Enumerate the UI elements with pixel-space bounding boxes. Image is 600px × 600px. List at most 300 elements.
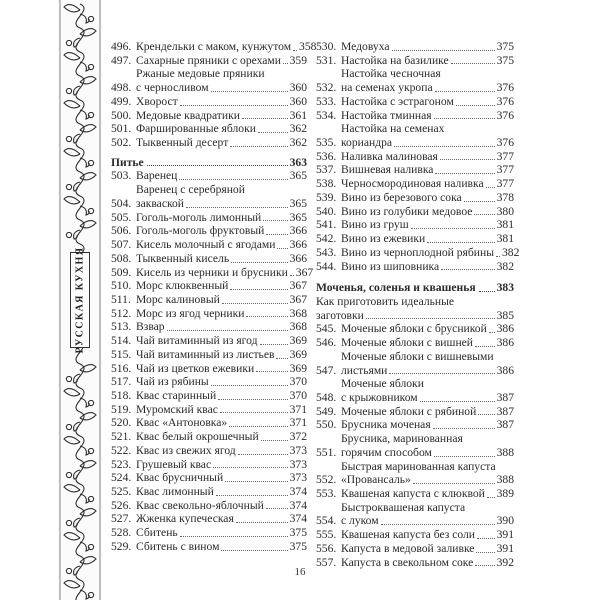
toc-entry[interactable]	[111, 122, 307, 136]
toc-entry[interactable]	[111, 403, 307, 417]
entry-body	[341, 95, 514, 109]
toc-entry[interactable]	[111, 95, 307, 109]
entry-page: 376	[496, 94, 514, 108]
entry-number: 498.	[111, 81, 132, 95]
leader-dots	[266, 234, 287, 235]
entry-page: 365	[289, 210, 307, 224]
entry-title-row	[136, 293, 307, 307]
toc-entry[interactable]	[111, 485, 307, 499]
entry-title-row	[136, 266, 313, 280]
leader-dots	[290, 275, 294, 276]
toc-entry[interactable]	[111, 293, 307, 307]
entry-number: 534.	[316, 108, 337, 122]
leader-dots	[167, 330, 288, 331]
entry-page: 360	[289, 94, 307, 108]
entry-body	[341, 377, 514, 404]
entry-number: 550.	[316, 418, 337, 432]
entry-page: 374	[289, 512, 307, 526]
toc-entry[interactable]	[316, 322, 514, 336]
toc-entry[interactable]	[316, 542, 514, 556]
entry-number: 503.	[111, 169, 132, 183]
entry-title: с луком	[341, 514, 379, 528]
entry-title: Гоголь-моголь фруктовый	[136, 224, 265, 238]
entry-body	[136, 458, 307, 472]
leader-dots	[216, 495, 288, 496]
leader-dots	[276, 358, 287, 359]
entry-body	[136, 499, 307, 513]
toc-entry[interactable]	[111, 526, 307, 540]
entry-body	[136, 526, 307, 540]
entry-title: Кисель молочный с ягодами	[136, 238, 276, 252]
toc-entry[interactable]	[111, 499, 307, 513]
entry-number: 555.	[316, 528, 337, 542]
entry-number: 513.	[111, 320, 132, 334]
toc-entry[interactable]	[316, 528, 514, 542]
entry-title-row	[341, 473, 514, 487]
entry-body	[136, 109, 307, 123]
entry-page: 382	[496, 259, 514, 273]
toc-entry[interactable]	[316, 40, 514, 54]
entry-number: 521.	[111, 430, 132, 444]
leader-dots	[186, 207, 288, 208]
toc-entry[interactable]	[316, 67, 514, 94]
toc-entry[interactable]	[111, 136, 307, 150]
toc-right-column	[316, 40, 520, 569]
toc-entry[interactable]	[316, 95, 514, 109]
leader-dots	[411, 228, 495, 229]
entry-number: 523.	[111, 457, 132, 471]
entry-body	[136, 279, 307, 293]
entry-title: Чай витаминный из листьев	[136, 347, 275, 361]
entry-body	[341, 322, 514, 336]
entry-body	[341, 460, 514, 487]
entry-number: 496.	[111, 40, 132, 53]
entry-number: 556.	[316, 541, 337, 555]
entry-title-row	[341, 514, 514, 528]
entry-body	[341, 528, 514, 542]
entry-page: 371	[289, 402, 307, 416]
leader-dots	[230, 146, 287, 147]
leader-dots	[293, 50, 297, 51]
entry-title-row	[136, 540, 307, 554]
entry-page: 375	[289, 526, 307, 540]
intro-line-2[interactable]	[316, 309, 514, 323]
toc-entry[interactable]	[111, 279, 307, 293]
entry-title: Вино из груш	[341, 218, 409, 232]
entry-title-row	[341, 150, 514, 164]
entry-page: 359	[289, 53, 307, 67]
leader-dots	[231, 262, 287, 263]
entry-body	[136, 334, 307, 348]
toc-entry[interactable]	[316, 150, 514, 164]
leader-dots	[435, 173, 494, 174]
entry-title-row	[341, 54, 514, 68]
leader-dots	[381, 524, 495, 525]
entry-title: Брусника моченая	[341, 418, 431, 432]
entry-number: 502.	[111, 136, 132, 150]
left-entries-group-a	[111, 40, 317, 150]
toc-entry[interactable]	[111, 512, 307, 526]
entry-title-row	[136, 334, 307, 348]
entry-body	[341, 260, 514, 274]
entry-number: 508.	[111, 251, 132, 265]
entry-page: 373	[289, 471, 307, 485]
entry-number: 539.	[316, 190, 337, 204]
entry-title: Квас старинный	[136, 388, 217, 402]
entry-page: 378	[496, 190, 514, 204]
entry-page: 368	[289, 306, 307, 320]
leader-dots	[476, 552, 494, 553]
entry-page: 375	[496, 40, 514, 53]
entry-page: 374	[289, 498, 307, 512]
entry-title: Тыквенный десерт	[136, 136, 229, 150]
entry-title-row	[136, 320, 307, 334]
entry-page: 371	[289, 416, 307, 430]
leader-dots	[434, 456, 495, 457]
entry-page: 388	[496, 473, 514, 487]
entry-title-row	[136, 279, 307, 293]
entry-title: Чай из рябины	[136, 375, 209, 389]
leader-dots	[266, 508, 288, 509]
section-page: 363	[289, 155, 307, 169]
entry-number: 516.	[111, 361, 132, 375]
intro-page: 385	[496, 308, 514, 322]
toc-entry[interactable]	[316, 177, 514, 191]
toc-entry[interactable]	[316, 245, 520, 260]
leader-dots	[211, 385, 288, 386]
entry-title-row	[341, 205, 514, 219]
entry-title-row	[341, 418, 514, 432]
toc-entry[interactable]	[111, 183, 307, 210]
entry-title-row	[341, 232, 514, 246]
leader-dots	[242, 118, 288, 119]
entry-body	[136, 266, 313, 280]
toc-entry[interactable]	[111, 444, 307, 458]
entry-number: 497.	[111, 53, 132, 67]
entry-body	[136, 375, 307, 389]
entry-title: Медовые квадратики	[136, 108, 240, 122]
entry-title: с черносливом	[136, 81, 209, 95]
entry-number: 549.	[316, 404, 337, 418]
section-heading-pickles[interactable]	[316, 281, 514, 295]
toc-entry[interactable]	[316, 460, 514, 487]
entry-body	[341, 336, 514, 350]
toc-entry[interactable]	[111, 40, 317, 54]
toc-entry[interactable]	[316, 163, 514, 177]
toc-entry[interactable]	[111, 252, 307, 266]
toc-entry[interactable]	[316, 432, 514, 459]
entry-number: 499.	[111, 94, 132, 108]
entry-number: 546.	[316, 336, 337, 350]
entry-page: 387	[496, 418, 514, 432]
toc-entry[interactable]	[111, 458, 307, 472]
entry-number: 536.	[316, 149, 337, 163]
leader-dots	[222, 303, 288, 304]
entry-number: 529.	[111, 539, 132, 553]
entry-title-line: Брусника, маринованная	[341, 432, 463, 446]
toc-entry[interactable]	[111, 334, 307, 348]
entry-page: 375	[289, 539, 307, 553]
toc-entry[interactable]	[111, 211, 307, 225]
entry-title-line: Моченые яблоки с вишневыми	[341, 349, 494, 363]
entry-page: 382	[501, 245, 520, 259]
entry-body	[136, 348, 307, 362]
toc-entry[interactable]	[316, 191, 514, 205]
toc-entry[interactable]	[316, 109, 514, 123]
entry-title: Вино из шиповника	[341, 259, 440, 273]
toc-entry[interactable]	[316, 501, 514, 528]
entry-title-row	[136, 109, 307, 123]
entry-title: Сахарные пряники с орехами	[136, 53, 281, 67]
entry-page: 389	[496, 487, 514, 500]
entry-body	[136, 95, 307, 109]
entry-title: с крыжовником	[341, 390, 418, 404]
leader-dots	[451, 63, 495, 64]
leader-dots	[260, 344, 288, 345]
entry-title: Моченые яблоки с вишней	[341, 336, 473, 350]
toc-entry[interactable]	[316, 122, 514, 149]
entry-title: Квашеная капуста без соли	[341, 528, 475, 542]
entry-body	[136, 416, 307, 430]
entry-page: 386	[496, 322, 514, 336]
entry-title: Жженка купеческая	[136, 512, 234, 526]
section-heading-drinks[interactable]	[111, 156, 307, 170]
toc-entry[interactable]	[111, 389, 307, 403]
leader-dots	[179, 179, 287, 180]
leader-dots	[263, 220, 287, 221]
entry-body	[136, 211, 307, 225]
entry-title: Настойка на базилике	[341, 53, 449, 67]
intro-line-1[interactable]: Как приготовить идеальные	[316, 294, 455, 308]
entry-title: Сбитень	[136, 526, 178, 540]
entry-number: 505.	[111, 210, 132, 224]
entry-body	[136, 224, 307, 238]
entry-title: Грушевый квас	[136, 457, 212, 471]
right-entries-group-b	[316, 322, 514, 569]
entry-title-row	[341, 528, 514, 542]
leader-dots	[258, 132, 288, 133]
entry-number: 512.	[111, 306, 132, 320]
entry-title: Квас белый окрошечный	[136, 430, 259, 444]
entry-body	[341, 418, 514, 432]
entry-page: 365	[289, 169, 307, 183]
entry-title-row	[341, 177, 514, 191]
leader-dots	[283, 63, 288, 64]
entry-number: 509.	[111, 265, 132, 279]
entry-body	[136, 238, 307, 252]
entry-body	[341, 205, 514, 219]
leader-dots	[475, 346, 495, 347]
entry-page: 377	[496, 177, 514, 191]
leader-dots	[213, 467, 288, 468]
toc-entry[interactable]	[111, 471, 307, 485]
leader-dots	[489, 332, 495, 333]
leader-dots	[394, 146, 495, 147]
entry-title: Варенец	[136, 169, 178, 183]
entry-body	[136, 122, 307, 136]
entry-title-row	[136, 197, 307, 211]
toc-entry[interactable]	[111, 348, 307, 362]
entry-title-line: Быстроквашеная капуста	[341, 500, 466, 514]
entry-body	[136, 444, 307, 458]
toc-entry[interactable]	[111, 320, 307, 334]
toc-entry[interactable]	[316, 336, 514, 350]
entry-title-row	[136, 416, 307, 430]
entry-page: 369	[289, 347, 307, 361]
entry-body	[136, 183, 307, 210]
entry-title-row	[341, 260, 514, 274]
toc-entry[interactable]	[111, 238, 307, 252]
entry-title-row	[341, 487, 514, 501]
entry-page: 367	[289, 292, 307, 306]
entry-title: Настойка с эстрагоном	[341, 94, 454, 108]
leader-dots	[180, 105, 288, 106]
entry-body	[341, 501, 514, 528]
entry-number: 510.	[111, 279, 132, 293]
section-page: 383	[496, 281, 514, 295]
entry-number: 501.	[111, 122, 132, 136]
entry-title: Вино из ежевики	[341, 232, 426, 246]
entry-page: 360	[289, 81, 307, 95]
toc-entry[interactable]	[111, 540, 307, 554]
toc-entry[interactable]	[316, 232, 514, 246]
entry-title: Капуста в медовой заливке	[341, 541, 475, 555]
entry-page: 373	[289, 443, 307, 457]
toc-entry[interactable]	[111, 54, 307, 68]
toc-entry[interactable]	[111, 109, 307, 123]
toc-entry[interactable]	[111, 430, 307, 444]
toc-entry[interactable]	[316, 260, 514, 274]
toc-entry[interactable]	[316, 377, 514, 404]
toc-entry[interactable]	[316, 218, 514, 232]
entry-page: 376	[496, 81, 514, 95]
entry-number: 530.	[316, 40, 337, 53]
toc-entry[interactable]	[111, 224, 307, 238]
toc-entry[interactable]	[111, 265, 314, 280]
toc-entry[interactable]	[111, 362, 307, 376]
entry-body	[136, 136, 307, 150]
entry-title-row	[136, 458, 307, 472]
leader-dots	[477, 538, 495, 539]
entry-title-row	[341, 109, 514, 123]
entry-body	[341, 542, 514, 556]
entry-number: 537.	[316, 163, 337, 177]
toc-entry[interactable]	[316, 405, 514, 419]
entry-title: Чай из цветков ежевики	[136, 361, 255, 375]
leader-dots	[487, 497, 495, 498]
entry-body	[136, 54, 307, 68]
entry-title: Гоголь-моголь лимонный	[136, 210, 262, 224]
entry-title-row	[136, 389, 307, 403]
entry-title-row	[136, 252, 307, 266]
entry-number: 533.	[316, 94, 337, 108]
entry-body	[341, 163, 514, 177]
entry-page: 391	[496, 528, 514, 542]
entry-title: Кисель из черники и брусники	[136, 265, 288, 279]
toc-entry[interactable]	[316, 350, 514, 377]
entry-number: 528.	[111, 526, 132, 540]
leader-dots	[225, 481, 287, 482]
entry-title-row	[136, 471, 307, 485]
leader-dots	[180, 536, 288, 537]
toc-entry[interactable]	[111, 375, 307, 389]
entry-number: 553.	[316, 487, 337, 500]
entry-page: 368	[289, 320, 307, 334]
leader-dots	[218, 399, 287, 400]
entry-body	[341, 109, 514, 123]
entry-body	[341, 487, 514, 501]
entry-number: 531.	[316, 53, 337, 67]
entry-body	[136, 320, 307, 334]
toc-entry[interactable]	[316, 205, 514, 219]
entry-title: Морс калиновый	[136, 292, 220, 306]
entry-title-row	[136, 485, 307, 499]
entry-title: Моченые яблоки с брусникой	[341, 322, 487, 336]
entry-number: 506.	[111, 224, 132, 238]
entry-body	[136, 430, 307, 444]
toc-entry[interactable]	[111, 169, 307, 183]
entry-number: 524.	[111, 471, 132, 485]
leader-dots	[220, 412, 288, 413]
leader-dots	[256, 371, 287, 372]
entry-title-row	[341, 191, 514, 205]
entry-title-row	[136, 444, 307, 458]
leader-dots	[261, 440, 288, 441]
entry-body	[136, 485, 307, 499]
toc-entry[interactable]	[316, 418, 514, 432]
leader-dots	[277, 248, 287, 249]
entry-title: Сбитень с вином	[136, 539, 220, 553]
entry-title-row	[136, 238, 307, 252]
entry-number: 504.	[111, 196, 132, 210]
toc-entry[interactable]	[111, 307, 307, 321]
right-entries-group-a	[316, 40, 520, 273]
entry-title-row	[341, 364, 514, 378]
entry-title: Квашеная капуста с клюквой	[341, 487, 485, 500]
entry-page: 381	[496, 232, 514, 246]
leader-dots	[413, 483, 495, 484]
entry-page: 380	[496, 204, 514, 218]
entry-number: 511.	[111, 292, 131, 306]
entry-title-line: Быстрая маринованная капуста	[341, 459, 496, 473]
entry-number: 541.	[316, 218, 337, 232]
toc-entry[interactable]	[316, 54, 514, 68]
entry-number: 500.	[111, 108, 132, 122]
leader-dots	[440, 159, 495, 160]
entry-title-line: Моченые яблоки	[341, 377, 424, 391]
leader-dots	[456, 105, 495, 106]
entry-page: 366	[289, 251, 307, 265]
toc-entry[interactable]	[316, 487, 514, 501]
entry-body	[136, 512, 307, 526]
entry-body	[136, 389, 307, 403]
toc-entry[interactable]	[111, 416, 307, 430]
entry-page: 377	[496, 163, 514, 177]
entry-page: 372	[289, 430, 307, 444]
entry-number: 519.	[111, 402, 132, 416]
leader-dots	[441, 269, 494, 270]
entry-body	[341, 218, 514, 232]
entry-body	[341, 67, 514, 94]
entry-title-row	[136, 362, 307, 376]
entry-page: 391	[496, 541, 514, 555]
entry-number: 540.	[316, 204, 337, 218]
entry-title-row	[341, 40, 514, 54]
entry-number: 535.	[316, 136, 337, 150]
toc-entry[interactable]	[111, 67, 307, 94]
entry-title-row	[136, 307, 307, 321]
entry-body	[341, 232, 514, 246]
